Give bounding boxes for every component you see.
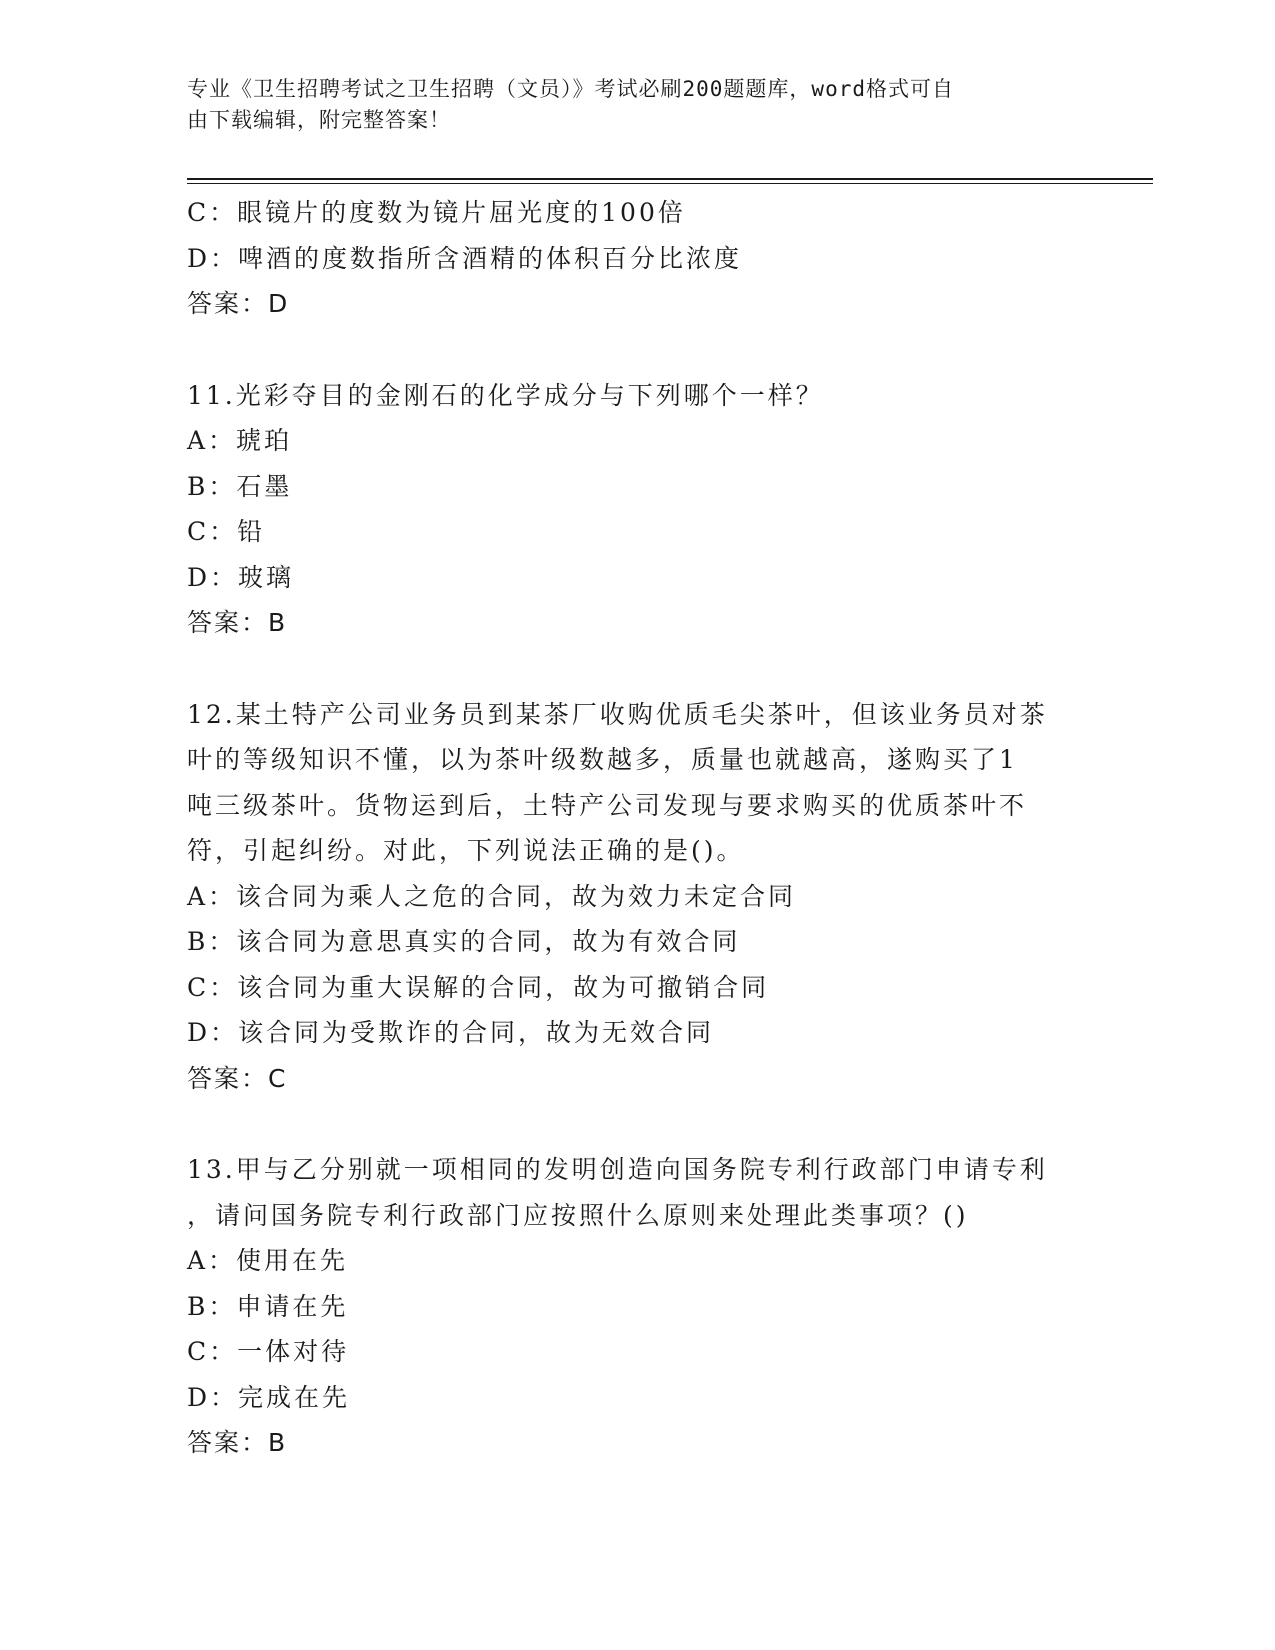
option-b: B：石墨	[187, 471, 293, 501]
question-stem-line: 叶的等级知识不懂，以为茶叶级数越多，质量也就越高，遂购买了1	[187, 745, 1018, 774]
option-b: B：申请在先	[187, 1291, 349, 1321]
option-b: B：该合同为意思真实的合同，故为有效合同	[187, 927, 741, 956]
option-d: D：该合同为受欺诈的合同，故为无效合同	[187, 1018, 715, 1047]
option-a: A：琥珀	[187, 426, 293, 455]
answer: 答案：C	[187, 1063, 288, 1093]
question-11	[187, 373, 1087, 646]
question-list	[187, 190, 1087, 1466]
question-stem-line: ，请问国务院专利行政部门应按照什么原则来处理此类事项？()	[187, 1200, 969, 1230]
header-line-1: 专业《卫生招聘考试之卫生招聘（文员）》考试必刷200题题库，word格式可自	[187, 77, 954, 101]
question-12	[187, 692, 1087, 1102]
document-header	[187, 74, 1067, 136]
question-stem-line: 12.某土特产公司业务员到某茶厂收购优质毛尖茶叶，但该业务员对茶	[187, 699, 1048, 729]
question-13	[187, 1147, 1087, 1466]
header-line-2: 由下载编辑，附完整答案！	[187, 108, 451, 132]
answer: 答案：D	[187, 289, 290, 318]
option-c: C：眼镜片的度数为镜片屈光度的100倍	[187, 198, 686, 227]
question-10-continued	[187, 190, 1087, 327]
spacer	[187, 327, 1087, 373]
option-d: D：啤酒的度数指所含酒精的体积百分比浓度	[187, 243, 743, 273]
question-stem: 11.光彩夺目的金刚石的化学成分与下列哪个一样？	[187, 380, 824, 410]
option-a: A：该合同为乘人之危的合同，故为效力未定合同	[187, 881, 797, 911]
question-stem-line: 13.甲与乙分别就一项相同的发明创造向国务院专利行政部门申请专利	[187, 1155, 1048, 1184]
spacer	[187, 1101, 1087, 1147]
question-stem-line: 吨三级茶叶。货物运到后，土特产公司发现与要求购买的优质茶叶不	[187, 790, 1028, 820]
option-c: C：铅	[187, 517, 266, 546]
header-divider-thick	[187, 178, 1153, 180]
answer: 答案：B	[187, 608, 288, 637]
option-d: D：完成在先	[187, 1382, 351, 1412]
option-c: C：一体对待	[187, 1337, 350, 1366]
option-a: A：使用在先	[187, 1246, 349, 1275]
spacer	[187, 646, 1087, 692]
header-divider-thin	[187, 183, 1153, 184]
question-stem-line: 符，引起纠纷。对此，下列说法正确的是()。	[187, 836, 745, 865]
answer: 答案：B	[187, 1428, 288, 1457]
option-d: D：玻璃	[187, 562, 295, 592]
option-c: C：该合同为重大误解的合同，故为可撤销合同	[187, 972, 770, 1002]
